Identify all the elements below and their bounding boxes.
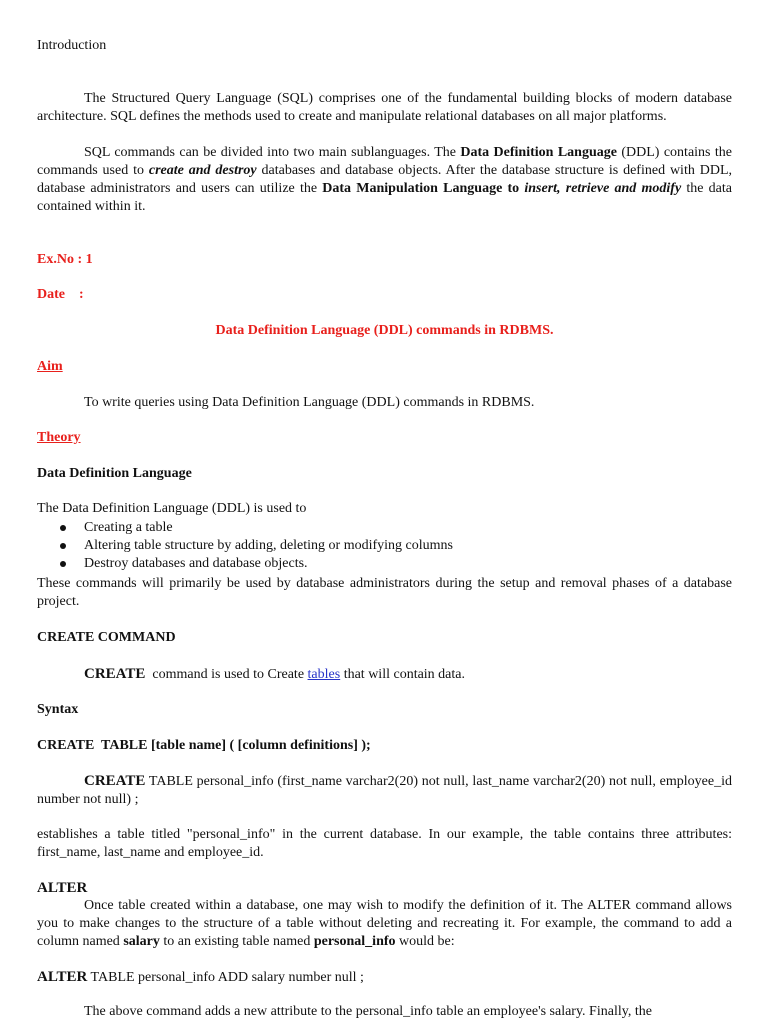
theory-heading: Theory <box>37 430 81 445</box>
salary-term: salary <box>123 934 160 949</box>
exercise-number: Ex.No : 1 <box>37 252 93 267</box>
alter-statement <box>37 968 732 987</box>
dml-term: Data Manipulation Language to <box>322 181 525 196</box>
syntax-label: Syntax <box>37 702 79 717</box>
insert-retrieve-modify-term: insert, retrieve and modify <box>524 181 682 196</box>
list-item: Altering table structure by adding, deleting or modifying columns <box>37 537 732 555</box>
create-syntax: CREATE TABLE [table name] ( [column definitions] ); <box>37 738 371 753</box>
create-desc-b: that will contain data. <box>340 667 465 682</box>
create-desc-a: command is used to Create <box>145 667 308 682</box>
alter-followup: The above command adds a new attribute to the personal_info table an employee's salary. Finally, the <box>84 1004 652 1019</box>
create-destroy-term: create and destroy <box>148 163 257 178</box>
create-example <box>37 772 732 809</box>
alter-text-e: would be: <box>395 934 455 949</box>
create-heading: CREATE COMMAND <box>37 630 176 645</box>
aim-heading: Aim <box>37 359 63 374</box>
exercise-title: Data Definition Language (DDL) commands in RDBMS. <box>215 323 554 338</box>
p2-text-a: SQL commands can be divided into two main sublanguages. The <box>84 145 461 160</box>
list-item: Creating a table <box>37 519 732 537</box>
alter-heading: ALTER <box>37 880 88 896</box>
p2-text-e: databases and database objects. After the database structure is defined with DDL, database administrators and users can utilize the <box>37 163 732 196</box>
create-description <box>37 665 768 684</box>
ddl-term: Data Definition Language <box>460 145 617 160</box>
alter-text-c: to an existing table named <box>159 934 314 949</box>
alter-text-a: Once table created within a database, one may wish to modify the definition of it. The ALTER command allows you to make changes to the structure of a table without deleting and recreating it. For example, the command to add a column named <box>37 898 732 949</box>
create-explanation: establishes a table titled "personal_info" in the current database. In our example, the table contains three attributes: first_name, last_name and employee_id. <box>37 827 732 860</box>
p2-text-c: (DDL) contains the commands used to <box>37 145 732 178</box>
alter-paragraph <box>37 897 732 951</box>
create-example-text: TABLE personal_info (first_name varchar2(20) not null, last_name varchar2(20) not null, employee_id number not null) ; <box>37 774 732 807</box>
aim-text: To write queries using Data Definition Language (DDL) commands in RDBMS. <box>84 395 535 410</box>
intro-paragraph-2 <box>37 144 732 216</box>
p2-text-h: the data contained within it. <box>37 181 732 214</box>
tables-link[interactable]: tables <box>307 667 341 682</box>
personal-info-term: personal_info <box>313 934 396 949</box>
intro-paragraph-1: The Structured Query Language (SQL) comprises one of the fundamental building blocks of modern database architecture. SQL defines the methods used to create and manipulate relational databases on all major platforms. <box>37 91 732 124</box>
alter-statement-text: TABLE personal_info ADD salary number null ; <box>87 970 364 985</box>
list-item: Destroy databases and database objects. <box>37 555 732 573</box>
create-example-keyword: CREATE <box>84 773 146 789</box>
ddl-subheading: Data Definition Language <box>37 466 192 481</box>
ddl-uses-list <box>37 519 732 573</box>
alter-keyword: ALTER <box>37 969 88 985</box>
ddl-lead: The Data Definition Language (DDL) is used to <box>37 501 307 516</box>
exercise-date: Date : <box>37 287 84 302</box>
ddl-after-text: These commands will primarily be used by database administrators during the setup and removal phases of a database project. <box>37 576 732 609</box>
create-keyword: CREATE <box>84 666 146 682</box>
intro-heading: Introduction <box>37 38 107 53</box>
